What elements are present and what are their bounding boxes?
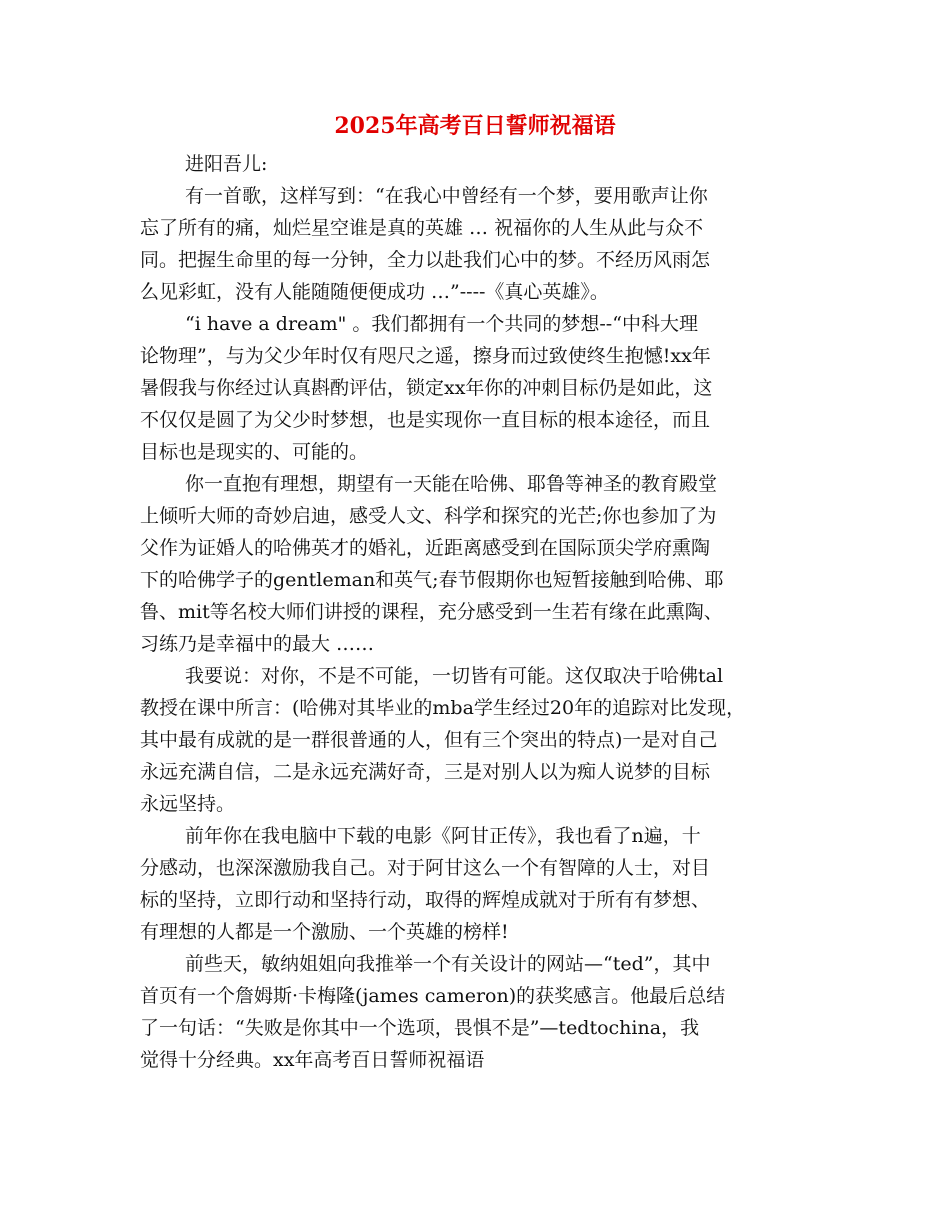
text-line: 目标也是现实的、可能的。 [140, 441, 369, 463]
text-line: 标的坚持，立即行动和坚持行动，取得的辉煌成就对于所有有梦想、 [140, 889, 711, 911]
text-line: 暑假我与你经过认真斟酌评估，锁定xx年你的冲刺目标仍是如此，这 [140, 377, 713, 399]
text-line: 你一直抱有理想，期望有一天能在哈佛、耶鲁等神圣的教育殿堂 [185, 473, 718, 495]
text-line: 鲁、mit等名校大师们讲授的课程，充分感受到一生若有缘在此熏陶、 [140, 601, 723, 623]
text-line: 父作为证婚人的哈佛英才的婚礼，近距离感受到在国际顶尖学府熏陶 [140, 537, 711, 559]
page-title: 2025年高考百日誓师祝福语 [334, 113, 616, 139]
text-line: 觉得十分经典。xx年高考百日誓师祝福语 [140, 1049, 485, 1071]
text-line: 了一句话：“失败是你其中一个选项，畏惧不是”—tedtochina，我 [140, 1017, 700, 1039]
text-line: 论物理”，与为父少年时仅有咫尺之遥，擦身而过致使终生抱憾!xx年 [140, 345, 711, 367]
text-line: 同。把握生命里的每一分钟，全力以赴我们心中的梦。不经历风雨怎 [140, 249, 711, 271]
text-line: 永远充满自信，二是永远充满好奇，三是对别人以为痴人说梦的目标 [140, 761, 711, 783]
text-line: 不仅仅是圆了为父少时梦想，也是实现你一直目标的根本途径，而且 [140, 409, 711, 431]
text-line: 其中最有成就的是一群很普通的人，但有三个突出的特点)一是对自己 [140, 729, 718, 751]
text-line: 进阳吾儿: [185, 153, 268, 175]
text-line: 有理想的人都是一个激励、一个英雄的榜样! [140, 921, 509, 943]
text-line: 上倾听大师的奇妙启迪，感受人文、科学和探究的光芒;你也参加了为 [140, 505, 717, 527]
text-line: 分感动，也深深激励我自己。对于阿甘这么一个有智障的人士，对目 [140, 857, 711, 879]
text-line: 教授在课中所言：(哈佛对其毕业的mba学生经过20年的追踪对比发现， [140, 697, 746, 719]
text-line: 我要说：对你，不是不可能，一切皆有可能。这仅取决于哈佛tal [185, 665, 724, 687]
text-line: 有一首歌，这样写到：“在我心中曾经有一个梦，要用歌声让你 [185, 185, 708, 207]
text-line: “i have a dream" 。我们都拥有一个共同的梦想--“中科大理 [185, 313, 698, 335]
text-line: 前年你在我电脑中下载的电影《阿甘正传》，我也看了n遍，十 [185, 825, 701, 847]
text-line: 前些天，敏纳姐姐向我推举一个有关设计的网站—“ted”，其中 [185, 953, 711, 975]
text-line: 首页有一个詹姆斯·卡梅隆(james cameron)的获奖感言。他最后总结 [140, 985, 726, 1007]
text-line: 下的哈佛学子的gentleman和英气;春节假期你也短暂接触到哈佛、耶 [140, 569, 724, 591]
text-line: 忘了所有的痛，灿烂星空谁是真的英雄 … 祝福你的人生从此与众不 [140, 217, 704, 239]
text-line: 习练乃是幸福中的最大 …… [140, 633, 375, 655]
text-line: 么见彩虹，没有人能随随便便成功 …”----《真心英雄》。 [140, 281, 609, 303]
document-body [140, 148, 820, 1076]
text-line: 永远坚持。 [140, 793, 236, 815]
